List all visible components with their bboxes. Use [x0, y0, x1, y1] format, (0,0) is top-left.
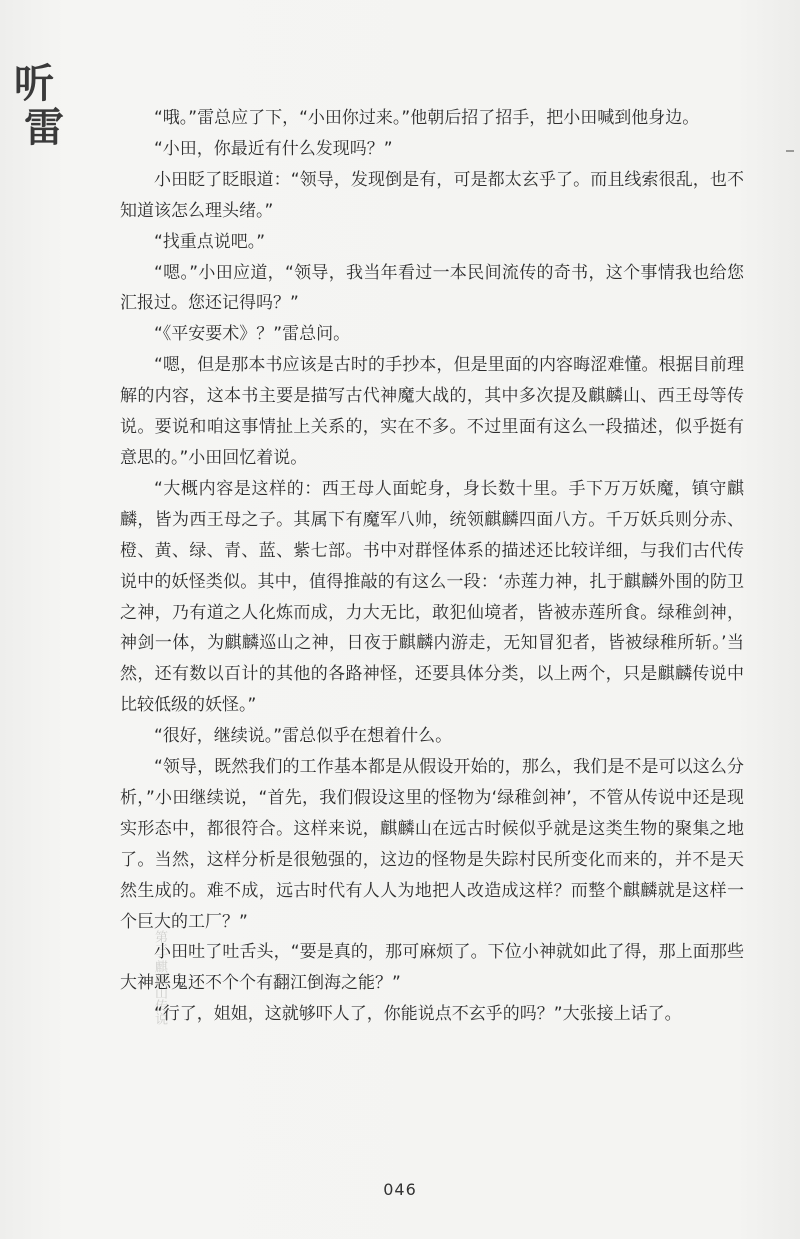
page-edge-mark	[786, 150, 794, 152]
paragraph: “嗯，但是那本书应该是古时的手抄本，但是里面的内容晦涩难懂。根据目前理解的内容，这本书主要是描写古代神魔大战的，其中多次提及麒麟山、西王母等传说。要说和咱这事情扯上关系的，实在不多。不过里面有这么一段描述，似乎挺有意思的。”小田回忆着说。	[120, 355, 744, 468]
paragraph: 小田眨了眨眼道：“领导，发现倒是有，可是都太玄乎了。而且线索很乱，也不知道该怎么理头绪。”	[120, 169, 744, 221]
paragraph: “大概内容是这样的：西王母人面蛇身，身长数十里。手下万万妖魔，镇守麒麟，皆为西王母之子。其属下有魔军八帅，统领麒麟四面八方。千万妖兵则分赤、橙、黄、绿、青、蓝、紫七部。书中对群怪体系的描述还比较详细，与我们古代传说中的妖怪类似。其中，值得推敲的有这么一段：‘赤莲力神，扎于麒麟外围的防卫之神，乃有道之人化炼而成，力大无比，敢犯仙境者，皆被赤莲所食。绿稚剑神，神剑一体，为麒麟巡山之神，日夜于麒麟内游走，无知冒犯者，皆被绿稚所斩。’当然，还有数以百计的其他的各路神怪，还要具体分类，以上两个，只是麒麟传说中比较低级的妖怪。”	[120, 478, 744, 716]
book-title	[10, 62, 74, 150]
page-number: 046	[383, 1180, 417, 1199]
body-text	[120, 103, 744, 1030]
paragraph: “行了，姐姐，这就够吓人了，你能说点不玄乎的吗？”大张接上话了。	[154, 1004, 682, 1025]
paragraph: 小田吐了吐舌头，“要是真的，那可麻烦了。下位小神就如此了得，那上面那些大神恶鬼还不个个有翻江倒海之能？”	[120, 942, 744, 994]
paragraph: “小田，你最近有什么发现吗？”	[154, 138, 393, 159]
paragraph: “找重点说吧。”	[154, 231, 266, 252]
paragraph: “领导，既然我们的工作基本都是从假设开始的，那么，我们是不是可以这么分析，”小田继续说，“首先，我们假设这里的怪物为‘绿稚剑神’，不管从传说中还是现实形态中，都很符合。这样来说，麒麟山在远古时候似乎就是这类生物的聚集之地了。当然，这样分析是很勉强的，这边的怪物是失踪村民所变化而来的，并不是天然生成的。难不成，远古时代有人人为地把人改造成这样？而整个麒麟就是这样一个巨大的工厂？”	[120, 757, 744, 932]
book-title-char-1: 听	[14, 60, 56, 107]
paragraph: “《平安要术》？”雷总问。	[154, 324, 351, 345]
paragraph: “哦。”雷总应了下，“小田你过来。”他朝后招了招手，把小田喊到他身边。	[154, 108, 700, 128]
show-through-side-text: 第三 麒麟山传说	[152, 930, 167, 1026]
paragraph: “很好，继续说。”雷总似乎在想着什么。	[154, 726, 453, 747]
paragraph: “嗯。”小田应道，“领导，我当年看过一本民间流传的奇书，这个事情我也给您汇报过。您还记得吗？”	[120, 262, 744, 314]
book-title-char-2: 雷	[24, 104, 66, 151]
